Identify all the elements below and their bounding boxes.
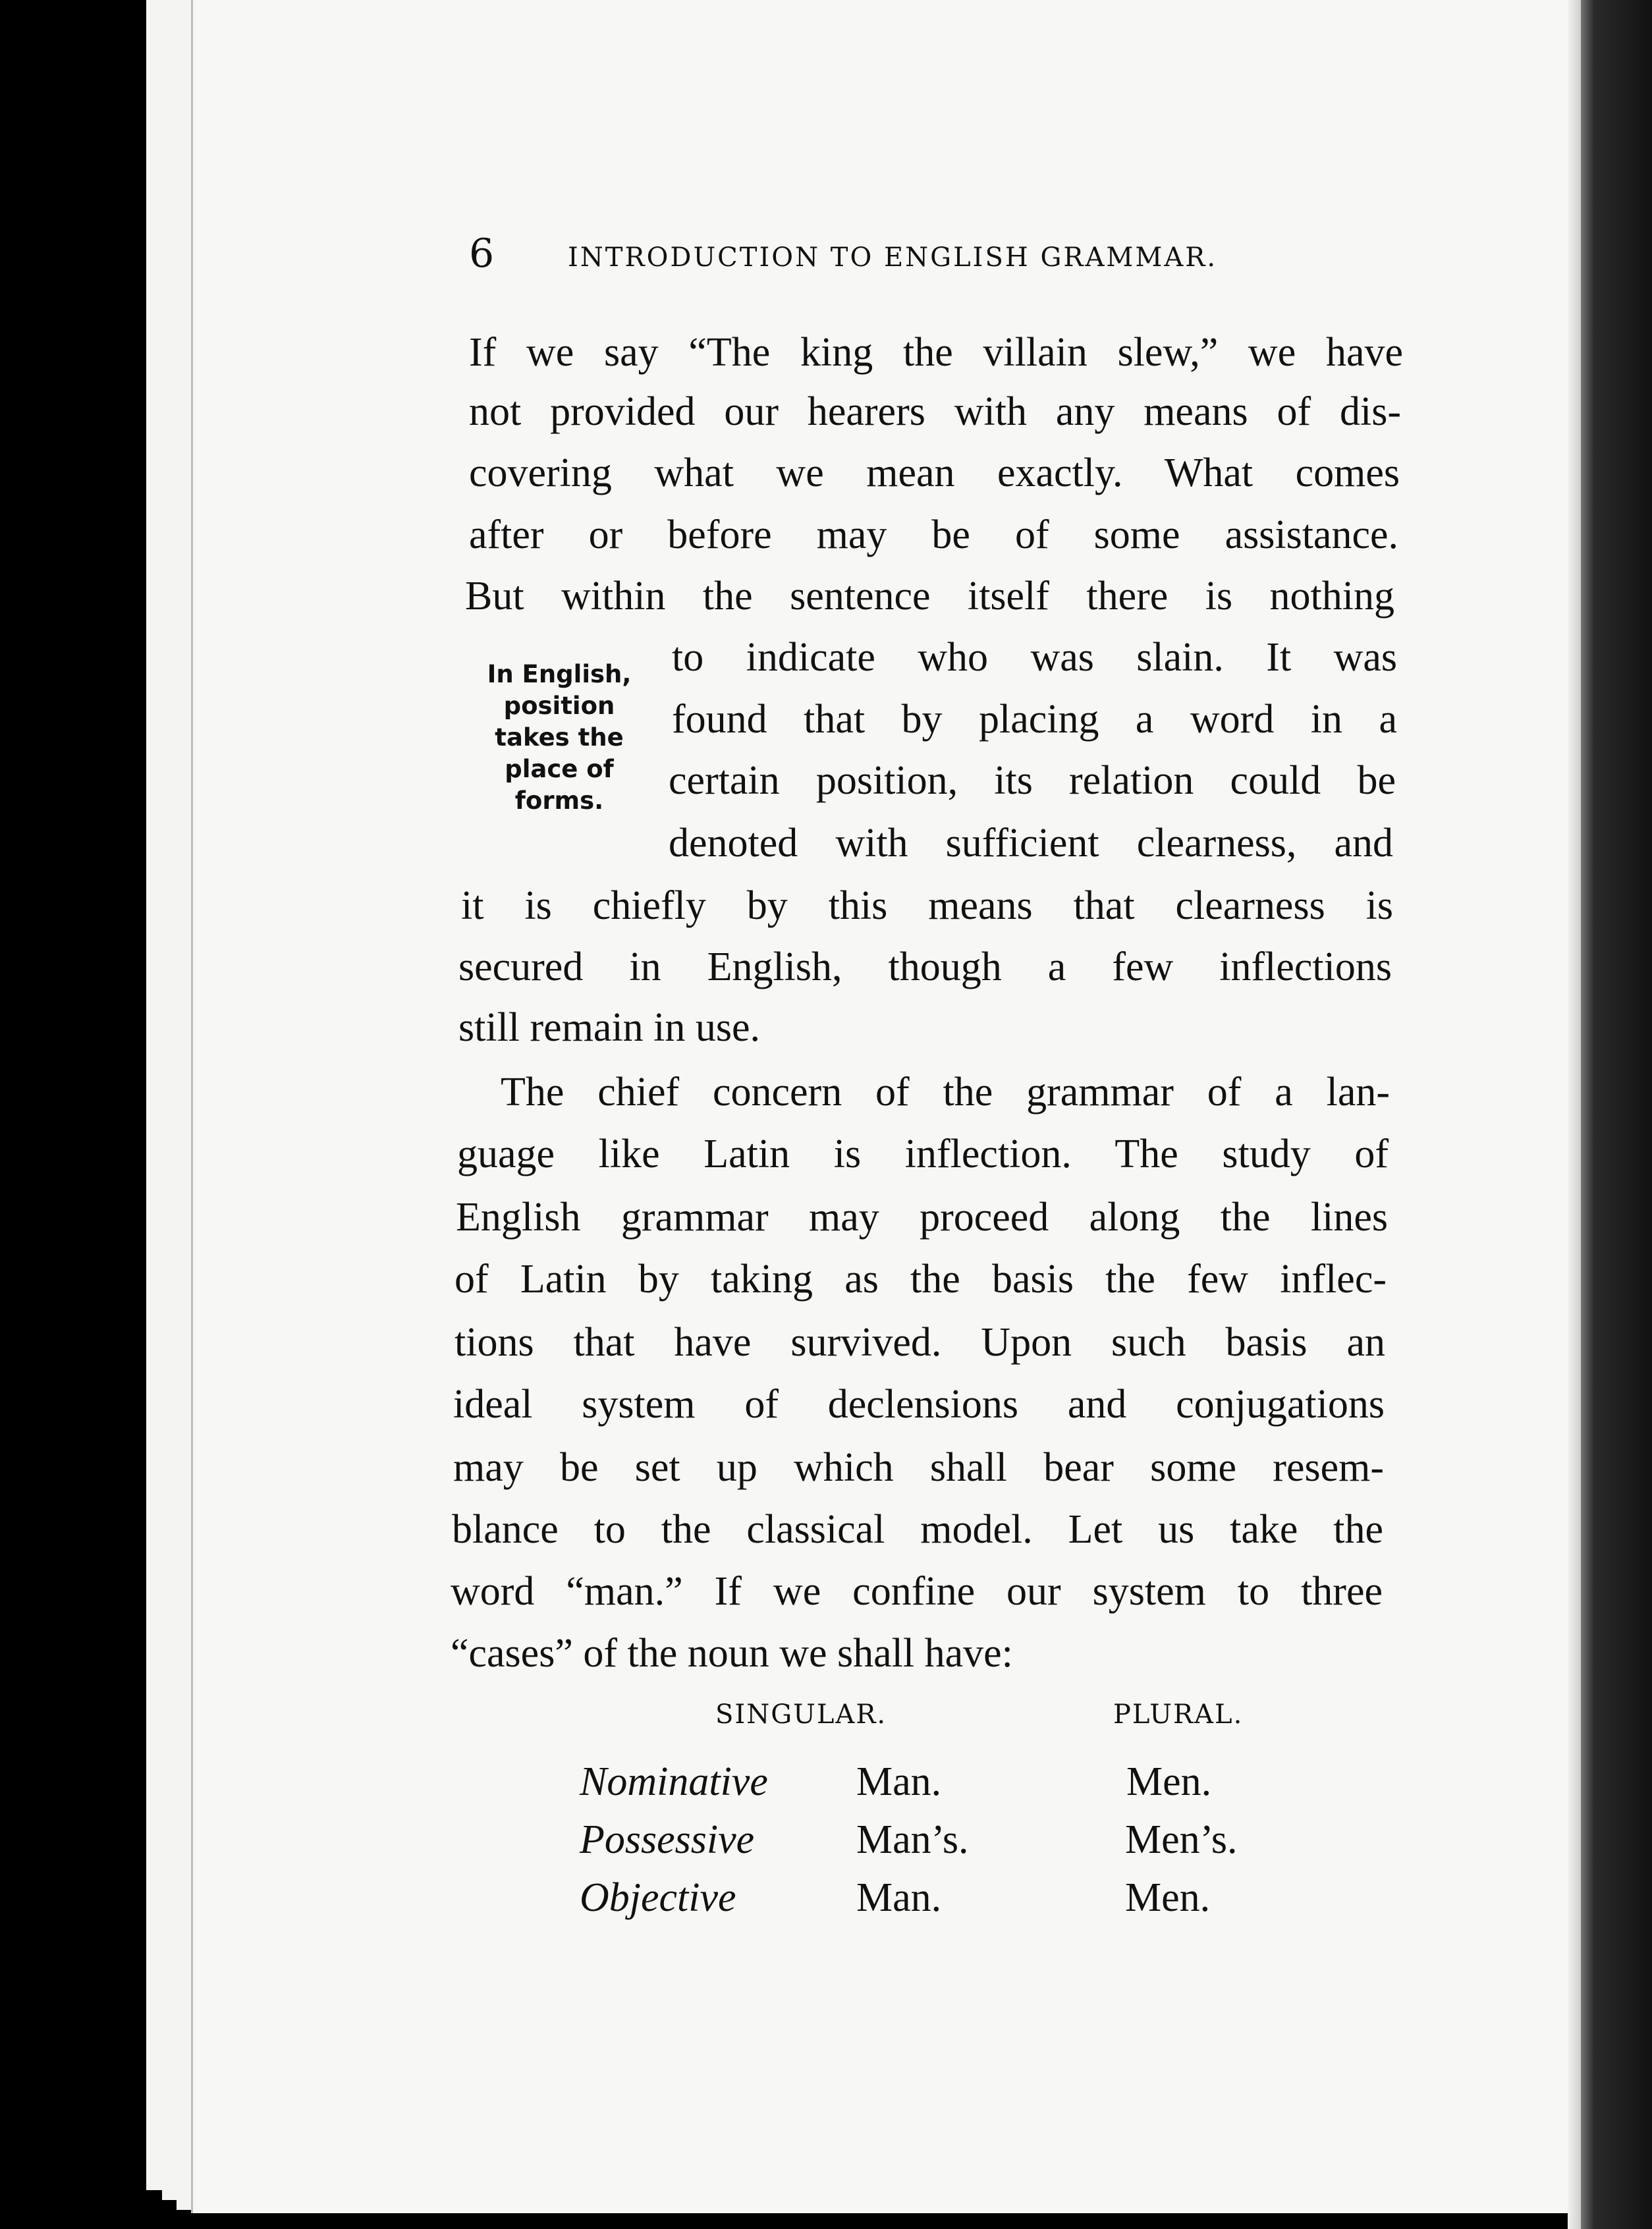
body-line: may be set up which shall bear some resem- [453,1445,1384,1490]
case-label: Nominative [580,1759,768,1804]
singular-form: Man. [856,1759,942,1804]
running-head-title: INTRODUCTION TO ENGLISH GRAMMAR. [568,242,1218,273]
singular-form: Man. [856,1875,942,1920]
declension-table [580,1699,1317,1937]
plural-form: Men. [1126,1759,1212,1804]
body-line: But within the sentence itself there is nothing [465,574,1394,619]
body-line: blance to the classical model. Let us take the [452,1507,1383,1552]
body-line: still remain in use. [458,1005,761,1050]
body-line: English grammar may proceed along the lines [456,1195,1388,1240]
body-line: The chief concern of the grammar of a lan- [501,1070,1390,1114]
body-line: of Latin by taking as the basis the few inflec- [454,1257,1387,1302]
singular-header: SINGULAR. [715,1699,887,1730]
body-line: not provided our hearers with any means of dis- [469,389,1401,434]
body-line: covering what we mean exactly. What comes [469,451,1400,495]
running-head [469,231,1319,283]
singular-form: Man’s. [856,1817,969,1862]
body-line: to indicate who was slain. It was [672,635,1397,680]
body-line: after or before may be of some assistance. [469,512,1398,557]
body-line: found that by placing a word in a [672,697,1397,742]
case-label: Possessive [580,1817,755,1862]
body-line: it is chiefly by this means that clearness is [461,883,1393,928]
body-line: tions that have survived. Upon such basis an [454,1320,1385,1365]
body-line: word “man.” If we confine our system to three [451,1569,1383,1614]
sidenote-line: forms. [514,786,604,815]
sidenote-line: In English, [487,660,632,688]
plural-header: PLURAL. [1113,1699,1244,1730]
sidenote-line: position [503,692,615,720]
sidenote-line: place of [505,755,614,783]
body-line: secured in English, though a few inflections [458,945,1392,989]
body-line: denoted with sufficient clearness, and [669,821,1393,866]
margin-sidenote [464,659,655,817]
body-line: guage like Latin is inflection. The study of [457,1132,1389,1176]
page-number: 6 [469,231,495,277]
body-line: If we say “The king the villain slew,” we have [469,330,1403,375]
plural-form: Men. [1125,1875,1211,1920]
body-line: “cases” of the noun we shall have: [451,1631,1013,1676]
body-line: ideal system of declensions and conjugations [453,1382,1385,1427]
body-line: certain position, its relation could be [669,758,1396,803]
plural-form: Men’s. [1125,1817,1238,1862]
sidenote-line: takes the [495,723,624,752]
case-label: Objective [580,1875,736,1920]
page-edge-right [1568,0,1581,2229]
